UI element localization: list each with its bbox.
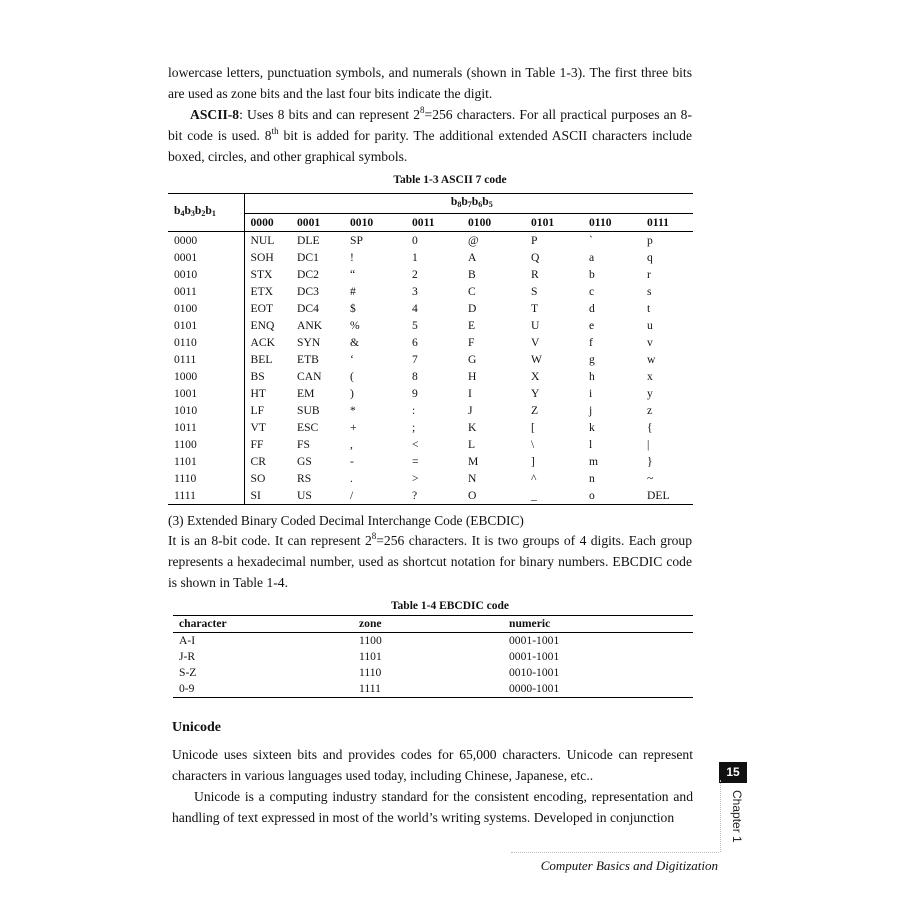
table-cell: ] — [531, 454, 535, 468]
table-cell: W — [531, 352, 542, 366]
table-cell: DC4 — [297, 301, 319, 315]
table-cell: DLE — [297, 233, 320, 247]
table-cell: DC1 — [297, 250, 319, 264]
table-cell: * — [350, 403, 356, 417]
table-cell: U — [531, 318, 540, 332]
ebcdic-text-1: It is an 8-bit code. It can represent 2 — [168, 533, 372, 548]
table-cell: ^ — [531, 471, 537, 485]
table-row — [168, 470, 693, 487]
table-row — [173, 649, 693, 665]
table-cell: DC3 — [297, 284, 319, 298]
table-cell: A-I — [179, 634, 196, 647]
table-cell: NUL — [250, 233, 275, 247]
column-header: 0110 — [583, 214, 641, 232]
table-cell: 0000-1001 — [503, 681, 693, 698]
table-cell: t — [647, 301, 651, 315]
row-code-cell: 1100 — [168, 436, 244, 453]
table-cell: 0 — [412, 233, 418, 247]
table-cell: , — [350, 437, 353, 451]
ebcdic-sup: 8 — [371, 531, 377, 541]
row-code-cell: 0001 — [168, 249, 244, 266]
table-cell: - — [350, 454, 354, 468]
table-cell: [ — [531, 420, 535, 434]
table-cell: “ — [350, 267, 356, 281]
footer-rule — [511, 852, 719, 853]
table-cell: k — [589, 420, 595, 434]
column-header: 0100 — [462, 214, 525, 232]
ascii8-sup-1: 8 — [420, 105, 425, 115]
table-row — [168, 266, 693, 283]
table-cell: C — [468, 284, 476, 298]
row-code-cell: 0000 — [168, 232, 244, 250]
chapter-label: Chapter 1 — [730, 790, 744, 843]
table-row — [168, 283, 693, 300]
table-cell: 4 — [412, 301, 418, 315]
table-cell: Z — [531, 403, 539, 417]
table-cell: P — [531, 233, 538, 247]
ascii8-text-3: bit is added for parity. The additional extended ASCII characters include boxed, circles, and other graphical symbols. — [168, 128, 692, 164]
table-cell: b — [589, 267, 595, 281]
table-cell: DEL — [641, 487, 693, 505]
ascii8-text-1: : Uses 8 bits and can represent 2 — [239, 107, 421, 122]
table-cell: : — [412, 403, 416, 417]
table-cell: H — [468, 369, 477, 383]
table-cell: D — [468, 301, 477, 315]
table-cell: ) — [350, 386, 354, 400]
table-cell: 1111 — [353, 681, 503, 698]
table-cell: + — [350, 420, 357, 434]
table-cell: T — [531, 301, 539, 315]
ebcdic-table — [173, 615, 693, 698]
table-cell: @ — [468, 233, 479, 247]
table-row — [168, 487, 693, 505]
table-cell: S — [531, 284, 538, 298]
table-cell: VT — [250, 420, 266, 434]
table-cell: > — [412, 471, 419, 485]
table-1-4-caption: Table 1-4 EBCDIC code — [390, 600, 510, 612]
table-row — [168, 419, 693, 436]
table-cell: \ — [531, 437, 535, 451]
table-cell: E — [468, 318, 476, 332]
row-code-cell: 0101 — [168, 317, 244, 334]
table-cell: l — [589, 437, 593, 451]
table-cell: 1 — [412, 250, 418, 264]
table-cell: c — [589, 284, 595, 298]
table-row — [168, 453, 693, 470]
table-cell: A — [468, 250, 477, 264]
table-cell: G — [468, 352, 477, 366]
table-cell: SP — [350, 233, 363, 247]
table-cell: 2 — [412, 267, 418, 281]
ebcdic-header-row — [173, 616, 693, 633]
ebcdic-paragraph — [168, 530, 692, 593]
table-cell: R — [531, 267, 539, 281]
table-cell: ENQ — [250, 318, 275, 332]
table-row — [168, 232, 693, 250]
ascii-table-body — [168, 232, 693, 505]
running-footer: Computer Basics and Digitization — [540, 858, 718, 873]
table-cell: BS — [250, 369, 265, 383]
table-row — [168, 300, 693, 317]
table-cell: F — [468, 335, 475, 349]
row-code-cell: 1111 — [168, 487, 244, 505]
table-cell: O — [462, 487, 525, 505]
table-row — [168, 317, 693, 334]
table-cell: x — [647, 369, 653, 383]
table-cell: Y — [531, 386, 540, 400]
table-row — [173, 681, 693, 698]
table-cell: ACK — [250, 335, 275, 349]
table-cell: } — [647, 454, 653, 468]
table-cell: FS — [297, 437, 310, 451]
table-cell: / — [344, 487, 406, 505]
table-cell: v — [647, 335, 653, 349]
column-header: 0101 — [525, 214, 583, 232]
column-header: zone — [353, 616, 503, 633]
ascii8-text-2: =256 characters. For all practical purposes an 8-bit code is used. 8 — [168, 107, 692, 143]
table-row — [168, 368, 693, 385]
table-cell: US — [291, 487, 344, 505]
table-cell: ETB — [297, 352, 319, 366]
table-row — [168, 351, 693, 368]
table-cell: 5 — [412, 318, 418, 332]
ebcdic-text-2: =256 characters. It is two groups of 4 digits. Each group represents a hexadecimal number, used as shortcut notation for binary numbers. EBCDIC code is shown in Table 1-4. — [168, 533, 692, 590]
table-cell: # — [350, 284, 356, 298]
table-cell: j — [589, 403, 593, 417]
table-cell: w — [647, 352, 656, 366]
table-cell: d — [589, 301, 595, 315]
table-cell: z — [647, 403, 653, 417]
table-row — [173, 665, 693, 681]
table-cell: SOH — [250, 250, 274, 264]
table-cell: RS — [297, 471, 312, 485]
table-row — [168, 436, 693, 453]
table-cell: p — [647, 233, 653, 247]
table-cell: N — [468, 471, 477, 485]
table-cell: ( — [350, 369, 354, 383]
row-code-cell: 0010 — [168, 266, 244, 283]
table-row — [168, 402, 693, 419]
table-cell: DC2 — [297, 267, 319, 281]
table-cell: r — [647, 267, 651, 281]
column-header: 0111 — [641, 214, 693, 232]
column-header: 0000 — [244, 214, 291, 232]
table-cell: 6 — [412, 335, 418, 349]
page-number: 15 — [719, 762, 747, 783]
table-cell: Q — [531, 250, 540, 264]
table-cell: ‘ — [350, 352, 354, 366]
table-row — [173, 633, 693, 650]
intro-paragraph: lowercase letters, punctuation symbols, and numerals (shown in Table 1-3). The first three bits are used as zone bits and the last four bits indicate the digit. — [168, 65, 692, 101]
margin-rule — [720, 780, 721, 852]
table-cell: { — [647, 420, 653, 434]
unicode-paragraph-2: Unicode is a computing industry standard for the consistent encoding, representation and handling of text expressed in most of the world’s writing systems. Developed in conjunction — [172, 789, 693, 825]
table-cell: f — [589, 335, 593, 349]
table-cell: 1110 — [359, 666, 382, 679]
row-code-cell: 0100 — [168, 300, 244, 317]
column-header-row — [168, 214, 693, 232]
table-cell: J-R — [179, 650, 196, 663]
table-cell: FF — [250, 437, 264, 451]
table-cell: J — [468, 403, 473, 417]
table-cell: 1100 — [359, 634, 382, 647]
table-cell: % — [350, 318, 360, 332]
row-code-cell: 1001 — [168, 385, 244, 402]
table-cell: n — [589, 471, 595, 485]
table-cell: 0010-1001 — [509, 666, 560, 679]
table-cell: X — [531, 369, 540, 383]
table-cell: B — [468, 267, 476, 281]
table-cell: 8 — [412, 369, 418, 383]
table-cell: SI — [244, 487, 291, 505]
table-cell: 9 — [412, 386, 418, 400]
table-cell: u — [647, 318, 653, 332]
table-cell: . — [350, 471, 353, 485]
unicode-paragraph-1: Unicode uses sixteen bits and provides codes for 65,000 characters. Unicode can represent characters in various languages used today, including Chinese, Japanese, etc.. — [172, 747, 693, 783]
table-cell: CAN — [297, 369, 322, 383]
column-header: numeric — [503, 616, 693, 633]
ascii-table — [168, 193, 693, 505]
row-code-cell: 1110 — [168, 470, 244, 487]
row-code-cell: 1000 — [168, 368, 244, 385]
table-cell: & — [350, 335, 360, 349]
table-cell: 3 — [412, 284, 418, 298]
column-header: 0001 — [291, 214, 344, 232]
column-header: 0011 — [406, 214, 462, 232]
table-cell: ETX — [250, 284, 274, 298]
table-cell: e — [589, 318, 595, 332]
ascii8-term: ASCII-8 — [190, 107, 240, 122]
table-cell: CR — [250, 454, 266, 468]
table-cell: i — [589, 386, 593, 400]
ebcdic-heading: (3) Extended Binary Coded Decimal Interchange Code (EBCDIC) — [168, 513, 524, 528]
table-cell: ` — [589, 233, 593, 247]
row-code-cell: 0110 — [168, 334, 244, 351]
table-1-3-caption: Table 1-3 ASCII 7 code — [393, 174, 507, 186]
table-cell: SUB — [297, 403, 320, 417]
unicode-heading: Unicode — [172, 720, 221, 735]
column-header: 0010 — [344, 214, 406, 232]
table-cell: ! — [350, 250, 354, 264]
table-row — [168, 385, 693, 402]
table-cell: ; — [412, 420, 416, 434]
table-cell: M — [468, 454, 479, 468]
ascii8-sup-2: th — [271, 126, 279, 136]
table-cell: | — [647, 437, 650, 451]
table-cell: I — [468, 386, 472, 400]
table-cell: ? — [406, 487, 462, 505]
table-cell: h — [589, 369, 595, 383]
table-cell: y — [647, 386, 653, 400]
row-code-cell: 1101 — [168, 453, 244, 470]
row-code-cell: 0111 — [168, 351, 244, 368]
table-cell: BEL — [250, 352, 273, 366]
table-cell: < — [412, 437, 419, 451]
table-cell: HT — [250, 386, 266, 400]
table-row — [168, 334, 693, 351]
table-cell: m — [589, 454, 599, 468]
table-cell: 0001-1001 — [509, 634, 560, 647]
row-code-cell: 1011 — [168, 419, 244, 436]
table-cell: ANK — [297, 318, 323, 332]
table-cell: a — [589, 250, 595, 264]
table-cell: EOT — [250, 301, 274, 315]
table-cell: LF — [250, 403, 265, 417]
row-header: $b_4b_3b_2b_1$ — [168, 194, 244, 232]
table-cell: V — [531, 335, 540, 349]
table-cell: ~ — [647, 471, 654, 485]
table-cell: _ — [525, 487, 583, 505]
table-cell: 7 — [412, 352, 418, 366]
table-cell: 0001-1001 — [509, 650, 560, 663]
table-cell: = — [412, 454, 419, 468]
table-cell: g — [589, 352, 595, 366]
table-row — [168, 249, 693, 266]
table-cell: 0-9 — [173, 681, 353, 698]
row-code-cell: 0011 — [168, 283, 244, 300]
ascii8-paragraph — [168, 104, 692, 167]
column-header: character — [173, 616, 353, 633]
table-cell: SO — [250, 471, 266, 485]
row-code-cell: 1010 — [168, 402, 244, 419]
table-cell: EM — [297, 386, 315, 400]
table-cell: s — [647, 284, 652, 298]
table-cell: 1101 — [359, 650, 382, 663]
table-cell: K — [468, 420, 477, 434]
table-cell: STX — [250, 267, 273, 281]
table-cell: SYN — [297, 335, 321, 349]
table-cell: S-Z — [179, 666, 197, 679]
table-cell: L — [468, 437, 476, 451]
table-cell: GS — [297, 454, 312, 468]
ebcdic-table-body — [173, 633, 693, 698]
table-cell: $ — [350, 301, 356, 315]
table-cell: q — [647, 250, 653, 264]
table-cell: ESC — [297, 420, 319, 434]
col-group-header: $b_8b_7b_6b_5$ — [244, 194, 693, 214]
table-cell: o — [583, 487, 641, 505]
